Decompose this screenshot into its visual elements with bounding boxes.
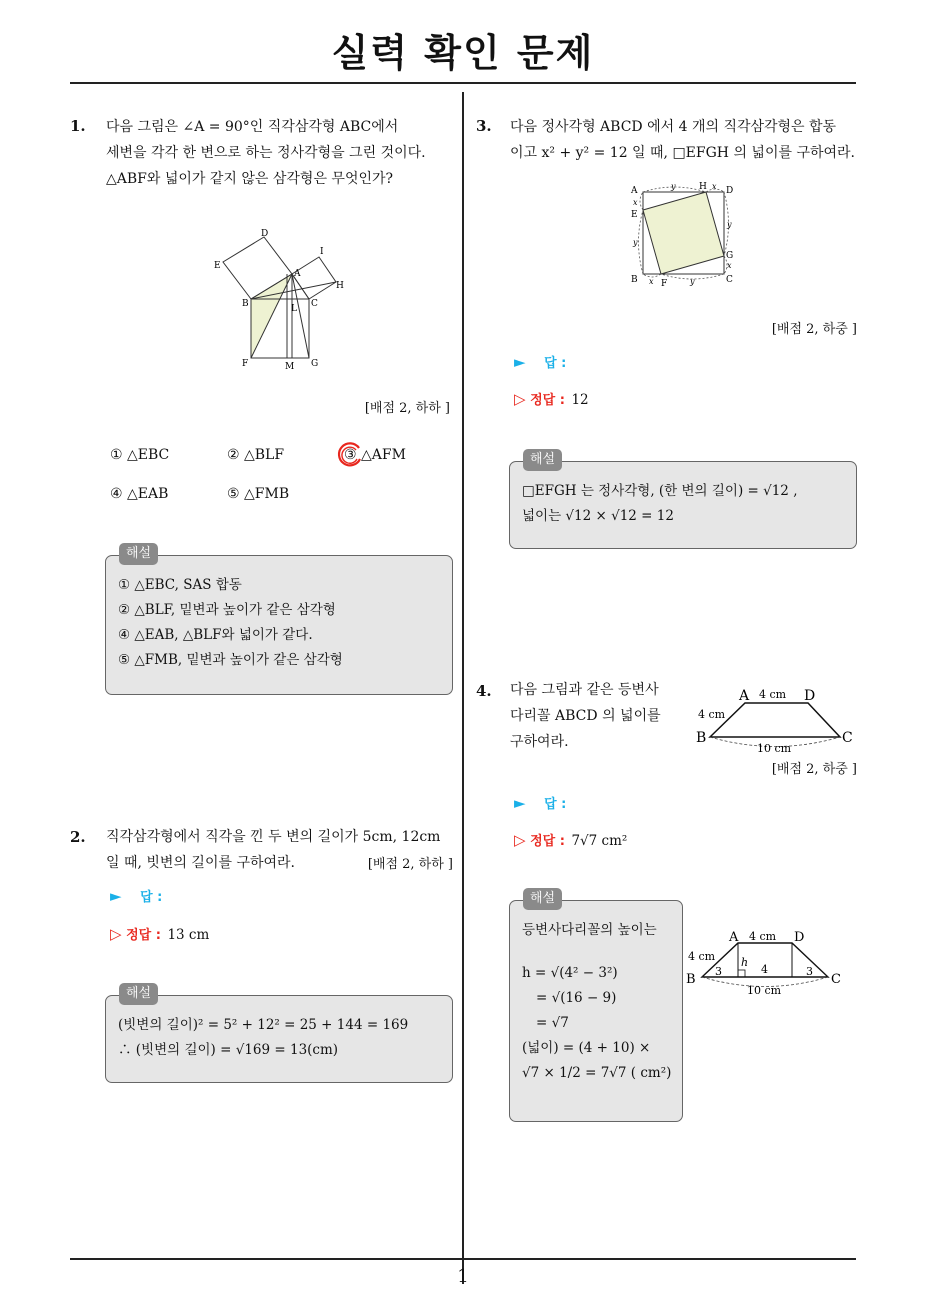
q4-solution-line: 등변사다리꼴의 높이는 <box>522 922 657 938</box>
q4-sol-fig-label-3: 3 <box>715 965 722 978</box>
q4-fig-label-side: 4 cm <box>698 708 726 721</box>
q4-answer-label: 답 : <box>544 797 567 812</box>
q3-score: [배점 2, 하중 ] <box>771 322 857 337</box>
q4-number: 4. <box>476 682 492 700</box>
q1-number: 1. <box>70 117 86 135</box>
page-number: 1 <box>457 1266 469 1287</box>
footer-divider <box>70 1258 856 1260</box>
q4-correct-row <box>514 830 627 849</box>
answer-circle-mark <box>335 440 365 470</box>
q4-correct-value: 7√7 cm² <box>571 833 628 849</box>
q1-solution-line: ① △EBC, SAS 합동 <box>118 577 242 593</box>
q3-fig-label-y: y <box>727 220 732 229</box>
q3-number: 3. <box>476 117 492 135</box>
q2-solution-line: (빗변의 길이)² = 5² + 12² = 25 + 144 = 169 <box>118 1017 409 1033</box>
q4-sol-fig-label-C: C <box>831 972 841 987</box>
column-divider <box>462 92 464 1284</box>
q1-choice-5[interactable]: ⑤ △FMB <box>227 486 290 502</box>
q2-answer-row <box>110 886 162 905</box>
outline-triangle-icon: ▷ <box>514 390 526 408</box>
q2-correct-row <box>110 924 209 943</box>
q1-text <box>106 114 456 192</box>
q2-correct-label: 정답 : <box>126 928 161 943</box>
q3-fig-label-x: x <box>727 261 732 270</box>
q1-solution-box <box>105 555 453 695</box>
q3-fig-label-C: C <box>726 275 733 285</box>
q4-solution-line: √7 × 1/2 = 7√7 ( cm²) <box>522 1065 672 1081</box>
q4-sol-fig-label-A: A <box>729 930 739 945</box>
q3-fig-label-x: x <box>712 182 717 191</box>
header-divider <box>70 82 856 84</box>
q4-fig-label-bottom: 10 cm <box>757 742 792 755</box>
q4-text <box>510 677 690 755</box>
q2-number: 2. <box>70 828 86 846</box>
q3-correct-row <box>514 389 589 408</box>
play-icon: ► <box>514 353 526 371</box>
q1-choice-3[interactable]: ③ △AFM <box>344 447 406 463</box>
q4-score: [배점 2, 하중 ] <box>771 762 857 777</box>
play-icon: ► <box>514 794 526 812</box>
q1-fig-label-E: E <box>214 261 221 271</box>
q3-text <box>510 114 862 166</box>
q3-fig-label-y: y <box>671 182 676 191</box>
q1-choice-2[interactable]: ② △BLF <box>227 447 285 463</box>
q3-answer-label: 답 : <box>544 356 567 371</box>
q1-text-line: 세변을 각각 한 변으로 하는 정사각형을 그린 것이다. <box>106 145 426 161</box>
q1-text-line: △ABF와 넓이가 같지 않은 삼각형은 무엇인가? <box>106 171 394 187</box>
q3-solution-tag: 해설 <box>523 449 562 471</box>
q1-choice-1[interactable]: ① △EBC <box>110 447 170 463</box>
q3-solution-box <box>509 461 857 549</box>
q3-correct-value: 12 <box>571 392 589 408</box>
q4-solution-figure <box>684 925 854 1000</box>
q4-solution-line: = √(16 − 9) <box>536 990 617 1006</box>
q1-score: [배점 2, 하하 ] <box>364 401 450 416</box>
q3-figure <box>625 175 745 290</box>
q4-figure <box>690 680 860 760</box>
q4-sol-fig-label-bottom: 10 cm <box>747 984 782 997</box>
q4-sol-fig-label-4: 4 <box>761 963 768 976</box>
q2-score: [배점 2, 하하 ] <box>367 857 453 872</box>
q2-solution-tag: 해설 <box>119 983 158 1005</box>
q2-text-line: 직각삼각형에서 직각을 낀 두 변의 길이가 5cm, 12cm <box>106 829 441 845</box>
play-icon: ► <box>110 887 122 905</box>
q4-solution-line: = √7 <box>536 1015 569 1031</box>
page-title: 실력 확인 문제 <box>331 31 595 75</box>
q3-solution-line: 넓이는 √12 × √12 = 12 <box>522 508 674 524</box>
q2-text-line: 일 때, 빗변의 길이를 구하여라. <box>106 855 295 871</box>
q4-sol-fig-label-D: D <box>794 930 805 945</box>
q3-fig-label-H: H <box>699 182 707 192</box>
outline-triangle-icon: ▷ <box>514 831 526 849</box>
q3-solution-line: □EFGH 는 정사각형, (한 변의 길이) = √12 , <box>522 483 798 499</box>
q4-text-line: 다음 그림과 같은 등변사 <box>510 682 659 698</box>
q1-choice-4[interactable]: ④ △EAB <box>110 486 169 502</box>
q2-correct-value: 13 cm <box>167 927 210 943</box>
q4-fig-label-A: A <box>739 688 750 704</box>
q1-text-line: 다음 그림은 ∠A = 90°인 직각삼각형 ABC에서 <box>106 119 399 135</box>
q4-correct-label: 정답 : <box>530 834 565 849</box>
q1-solution-line: ② △BLF, 밑변과 높이가 같은 삼각형 <box>118 602 336 618</box>
q1-solution-line: ④ △EAB, △BLF와 넓이가 같다. <box>118 627 313 643</box>
q4-sol-fig-label-3: 3 <box>806 965 813 978</box>
q4-solution-line: (넓이) = (4 + 10) × <box>522 1040 651 1056</box>
q3-answer-row <box>514 352 566 371</box>
q3-fig-label-y: y <box>690 277 695 286</box>
q2-solution-line: ∴ (빗변의 길이) = √169 = 13(cm) <box>118 1042 339 1058</box>
q4-sol-fig-label-B: B <box>686 972 696 987</box>
q1-fig-label-D: D <box>261 229 269 239</box>
q4-solution-box <box>509 900 683 1122</box>
q4-answer-row <box>514 793 566 812</box>
q4-text-line: 구하여라. <box>510 734 569 750</box>
q3-fig-label-B: B <box>631 275 638 285</box>
q4-fig-label-C: C <box>842 730 853 746</box>
q3-fig-label-A: A <box>631 186 638 196</box>
outline-triangle-icon: ▷ <box>110 925 122 943</box>
q1-fig-label-F: F <box>242 359 249 369</box>
q2-answer-label: 답 : <box>140 890 163 905</box>
q4-text-line: 다리꼴 ABCD 의 넓이를 <box>510 708 661 724</box>
q3-fig-label-E: E <box>631 210 638 220</box>
q1-fig-label-B: B <box>242 299 249 309</box>
q4-fig-label-D: D <box>804 688 816 704</box>
q1-solution-tag: 해설 <box>119 543 158 565</box>
q4-sol-fig-label-top: 4 cm <box>749 930 777 943</box>
q3-text-line: 이고 x² + y² = 12 일 때, □EFGH 의 넓이를 구하여라. <box>510 145 855 161</box>
q3-fig-label-x: x <box>633 198 638 207</box>
q1-fig-label-C: C <box>311 299 318 309</box>
q3-fig-label-D: D <box>726 186 734 196</box>
q4-fig-label-B: B <box>696 730 707 746</box>
q3-fig-label-x: x <box>649 277 654 286</box>
q4-fig-label-top: 4 cm <box>759 688 787 701</box>
q1-fig-label-L: L <box>291 304 297 314</box>
q1-figure <box>205 222 355 372</box>
q3-fig-label-y: y <box>633 238 638 247</box>
q1-fig-label-G: G <box>311 359 319 369</box>
q3-text-line: 다음 정사각형 ABCD 에서 4 개의 직각삼각형은 합동 <box>510 119 837 135</box>
q1-fig-label-H: H <box>336 281 344 291</box>
q1-fig-label-M: M <box>285 362 295 372</box>
q3-fig-label-F: F <box>661 279 668 289</box>
q4-solution-line: h = √(4² − 3²) <box>522 965 618 981</box>
q2-solution-box <box>105 995 453 1083</box>
q4-sol-fig-label-side: 4 cm <box>688 950 716 963</box>
q4-sol-fig-label-h: h <box>741 956 749 969</box>
q1-fig-label-A: A <box>294 269 301 279</box>
q1-fig-label-I: I <box>320 247 324 257</box>
q4-solution-tag: 해설 <box>523 888 562 910</box>
q1-solution-line: ⑤ △FMB, 밑변과 높이가 같은 삼각형 <box>118 652 343 668</box>
q3-fig-label-G: G <box>726 251 734 261</box>
q3-correct-label: 정답 : <box>530 393 565 408</box>
